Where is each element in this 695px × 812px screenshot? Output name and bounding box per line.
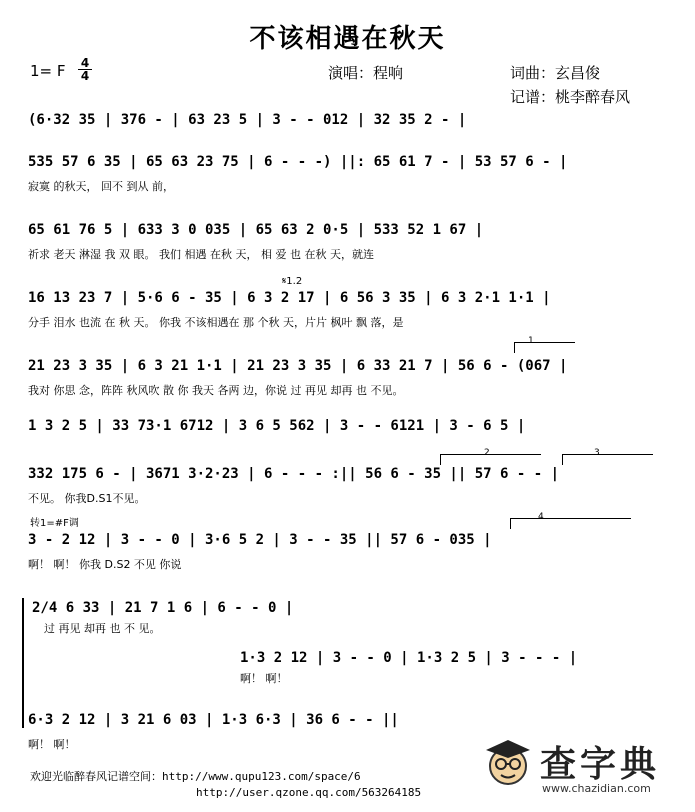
score-row-notes: 21 23 3 35 | 6 3 21 1·1 | 21 23 3 35 | 6 33 21 7 | 56 6 - (067 | xyxy=(28,358,568,374)
system-brace-line xyxy=(22,598,24,728)
segno-marker: 𝄋1.2 xyxy=(282,276,303,287)
ending-number: 1 xyxy=(528,336,534,346)
score-row-notes: 1·3 2 12 | 3 - - 0 | 1·3 2 5 | 3 - - - | xyxy=(240,650,578,666)
footer-line: 欢迎光临醉春风记谱空间：http://www.qupu123.com/space/6 xyxy=(30,770,361,783)
score-row-notes: (6·32 35 | 376 - | 63 23 5 | 3 - - 012 | 32 35 2 - | xyxy=(28,112,467,128)
transcriber-credit: 记谱：桃李醉春风 xyxy=(510,88,631,106)
score-row-lyrics: 啊！ 啊！ xyxy=(240,672,288,685)
score-row-lyrics: 过 再见 却再 也 不 见。 xyxy=(44,622,161,635)
score-row-notes: 535 57 6 35 | 65 63 23 75 | 6 - - -) ||: 65 61 7 - | 53 57 6 - | xyxy=(28,154,568,170)
time-signature xyxy=(78,57,92,82)
ending-number: 4 xyxy=(538,512,544,522)
chazidian-logo xyxy=(482,732,687,802)
logo-url: www.chazidian.com xyxy=(542,782,651,795)
volta-bracket xyxy=(514,342,575,353)
score-row-notes: 332 175 6 - | 3671 3·2·23 | 6 - - - :|| 56 6 - 35 || 57 6 - - | xyxy=(28,466,560,482)
score-row-notes: 6·3 2 12 | 3 21 6 03 | 1·3 6·3 | 36 6 - - || xyxy=(28,712,399,728)
scholar-mascot-icon xyxy=(482,734,534,788)
song-title: 不该相遇在秋天 xyxy=(249,24,446,54)
score-row-notes: 3 - 2 12 | 3 - - 0 | 3·6 5 2 | 3 - - 35 || 57 6 - 035 | xyxy=(28,532,492,548)
score-row-lyrics: 我对 你思 念，阵阵 秋风吹 散 你 我天 各两 边，你说 过 再见 却再 也 不见。 xyxy=(28,384,404,397)
key-signature: 1= F xyxy=(30,62,66,80)
composer-credit: 词曲：玄昌俊 xyxy=(510,64,601,82)
score-row-lyrics: 祈求 老天 淋湿 我 双 眼。 我们 相遇 在秋 天， 相 爱 也 在秋 天，就连 xyxy=(28,248,374,261)
footer-line: http://user.qzone.qq.com/563264185 xyxy=(196,786,422,799)
score-row-notes: 16 13 23 7 | 5·6 6 - 35 | 6 3 2 17 | 6 56 3 35 | 6 3 2·1 1·1 | xyxy=(28,290,551,306)
ending-number: 2 xyxy=(484,448,490,458)
score-row-notes: 2/4 6 33 | 21 7 1 6 | 6 - - 0 | xyxy=(32,600,294,616)
logo-wordmark: 查字典 xyxy=(540,743,661,785)
time-signature-top: 4 xyxy=(80,56,90,70)
score-row-notes: 65 61 76 5 | 633 3 0 035 | 65 63 2 0·5 | 533 52 1 67 | xyxy=(28,222,484,238)
ending-number: 3 xyxy=(594,448,600,458)
score-row-lyrics: 啊！ 啊！ xyxy=(28,738,76,751)
score-row-lyrics: 分手 泪水 也流 在 秋 天。 你我 不该相遇在 那 个秋 天，片片 枫叶 飘 落，是 xyxy=(28,316,404,329)
time-signature-bottom: 4 xyxy=(78,69,92,82)
volta-bracket xyxy=(510,518,631,529)
score-row-lyrics: 不见。 你我D.S1不见。 xyxy=(28,492,146,505)
modulation-marker: 转1=#F调 xyxy=(30,518,79,529)
score-row-lyrics: 啊！ 啊！ 你我 D.S2 不见 你说 xyxy=(28,558,182,571)
score-row-lyrics: 寂寞 的秋天， 回不 到从 前， xyxy=(28,180,174,193)
score-row-notes: 1 3 2 5 | 33 73·1 6712 | 3 6 5 562 | 3 - - 6121 | 3 - 6 5 | xyxy=(28,418,526,434)
volta-bracket xyxy=(562,454,653,465)
singer-credit: 演唱：程响 xyxy=(328,64,404,82)
